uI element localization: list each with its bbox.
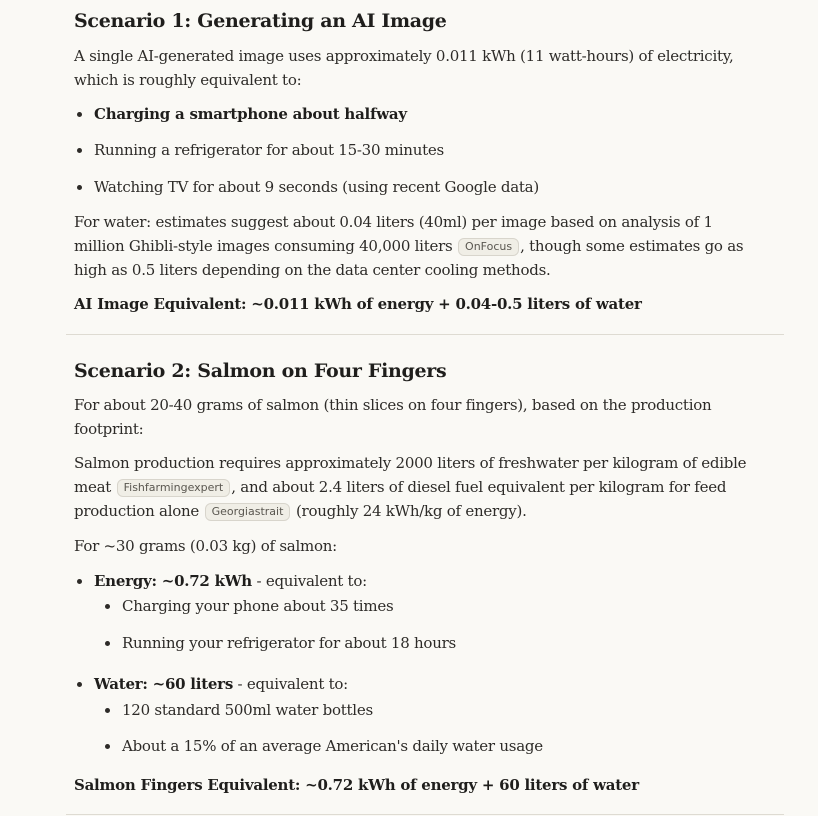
energy-list-item: Energy: ~0.72 kWh - equivalent to: <box>74 569 794 593</box>
water-list-item: Water: ~60 liters - equivalent to: <box>74 672 794 696</box>
section-divider <box>66 334 784 335</box>
list-item: 120 standard 500ml water bottles <box>102 698 794 722</box>
scenario-1-intro-line-2: which is roughly equivalent to: <box>74 71 302 89</box>
list-item: Charging your phone about 35 times <box>102 594 794 618</box>
scenario-2-amount: For ~30 grams (0.03 kg) of salmon: <box>74 537 337 555</box>
citation-fishfarmingexpert[interactable]: Fishfarmingexpert <box>117 479 231 497</box>
list-item: Running your refrigerator for about 18 hours <box>102 631 794 655</box>
scenario-2-equivalent: Salmon Fingers Equivalent: ~0.72 kWh of energy + 60 liters of water <box>74 776 639 794</box>
scenario-2-intro: For about 20-40 grams of salmon (thin slices on four fingers), based on the production footprint: <box>74 396 712 438</box>
scenario-2-heading: Scenario 2: Salmon on Four Fingers <box>74 360 447 382</box>
scenario-1-heading: Scenario 1: Generating an AI Image <box>74 10 447 32</box>
scenario-2-production-paragraph: Salmon production requires approximately 2000 liters of freshwater per kilogram of edible meat Fishfarmingexpert , and about 2.4 liters of diesel fuel equivalent per kilogram for feed production alone Georgiastrait (roughly 24 kWh/kg of energy). <box>74 454 747 520</box>
scenario-1-water-paragraph: For water: estimates suggest about 0.04 liters (40ml) per image based on analysis of 1 million Ghibli-style images consuming 40,000 liters OnFocus , though some estimates go as high as 0.5 liters depending on the data center cooling methods. <box>74 213 744 279</box>
list-item: Running a refrigerator for about 15-30 minutes <box>74 138 794 162</box>
list-item: About a 15% of an average American's daily water usage <box>102 734 794 758</box>
scenario-1-intro <box>74 44 734 92</box>
list-item: Charging a smartphone about halfway <box>74 102 794 126</box>
citation-georgiastrait[interactable]: Georgiastrait <box>205 503 291 521</box>
section-divider <box>66 814 784 815</box>
scenario-1-intro-line-1: A single AI-generated image uses approximately 0.011 kWh (11 watt-hours) of electricity, <box>74 47 734 65</box>
scenario-1-equivalent: AI Image Equivalent: ~0.011 kWh of energy + 0.04-0.5 liters of water <box>74 295 642 313</box>
list-item: Watching TV for about 9 seconds (using recent Google data) <box>74 175 794 199</box>
citation-onfocus[interactable]: OnFocus <box>458 238 519 256</box>
